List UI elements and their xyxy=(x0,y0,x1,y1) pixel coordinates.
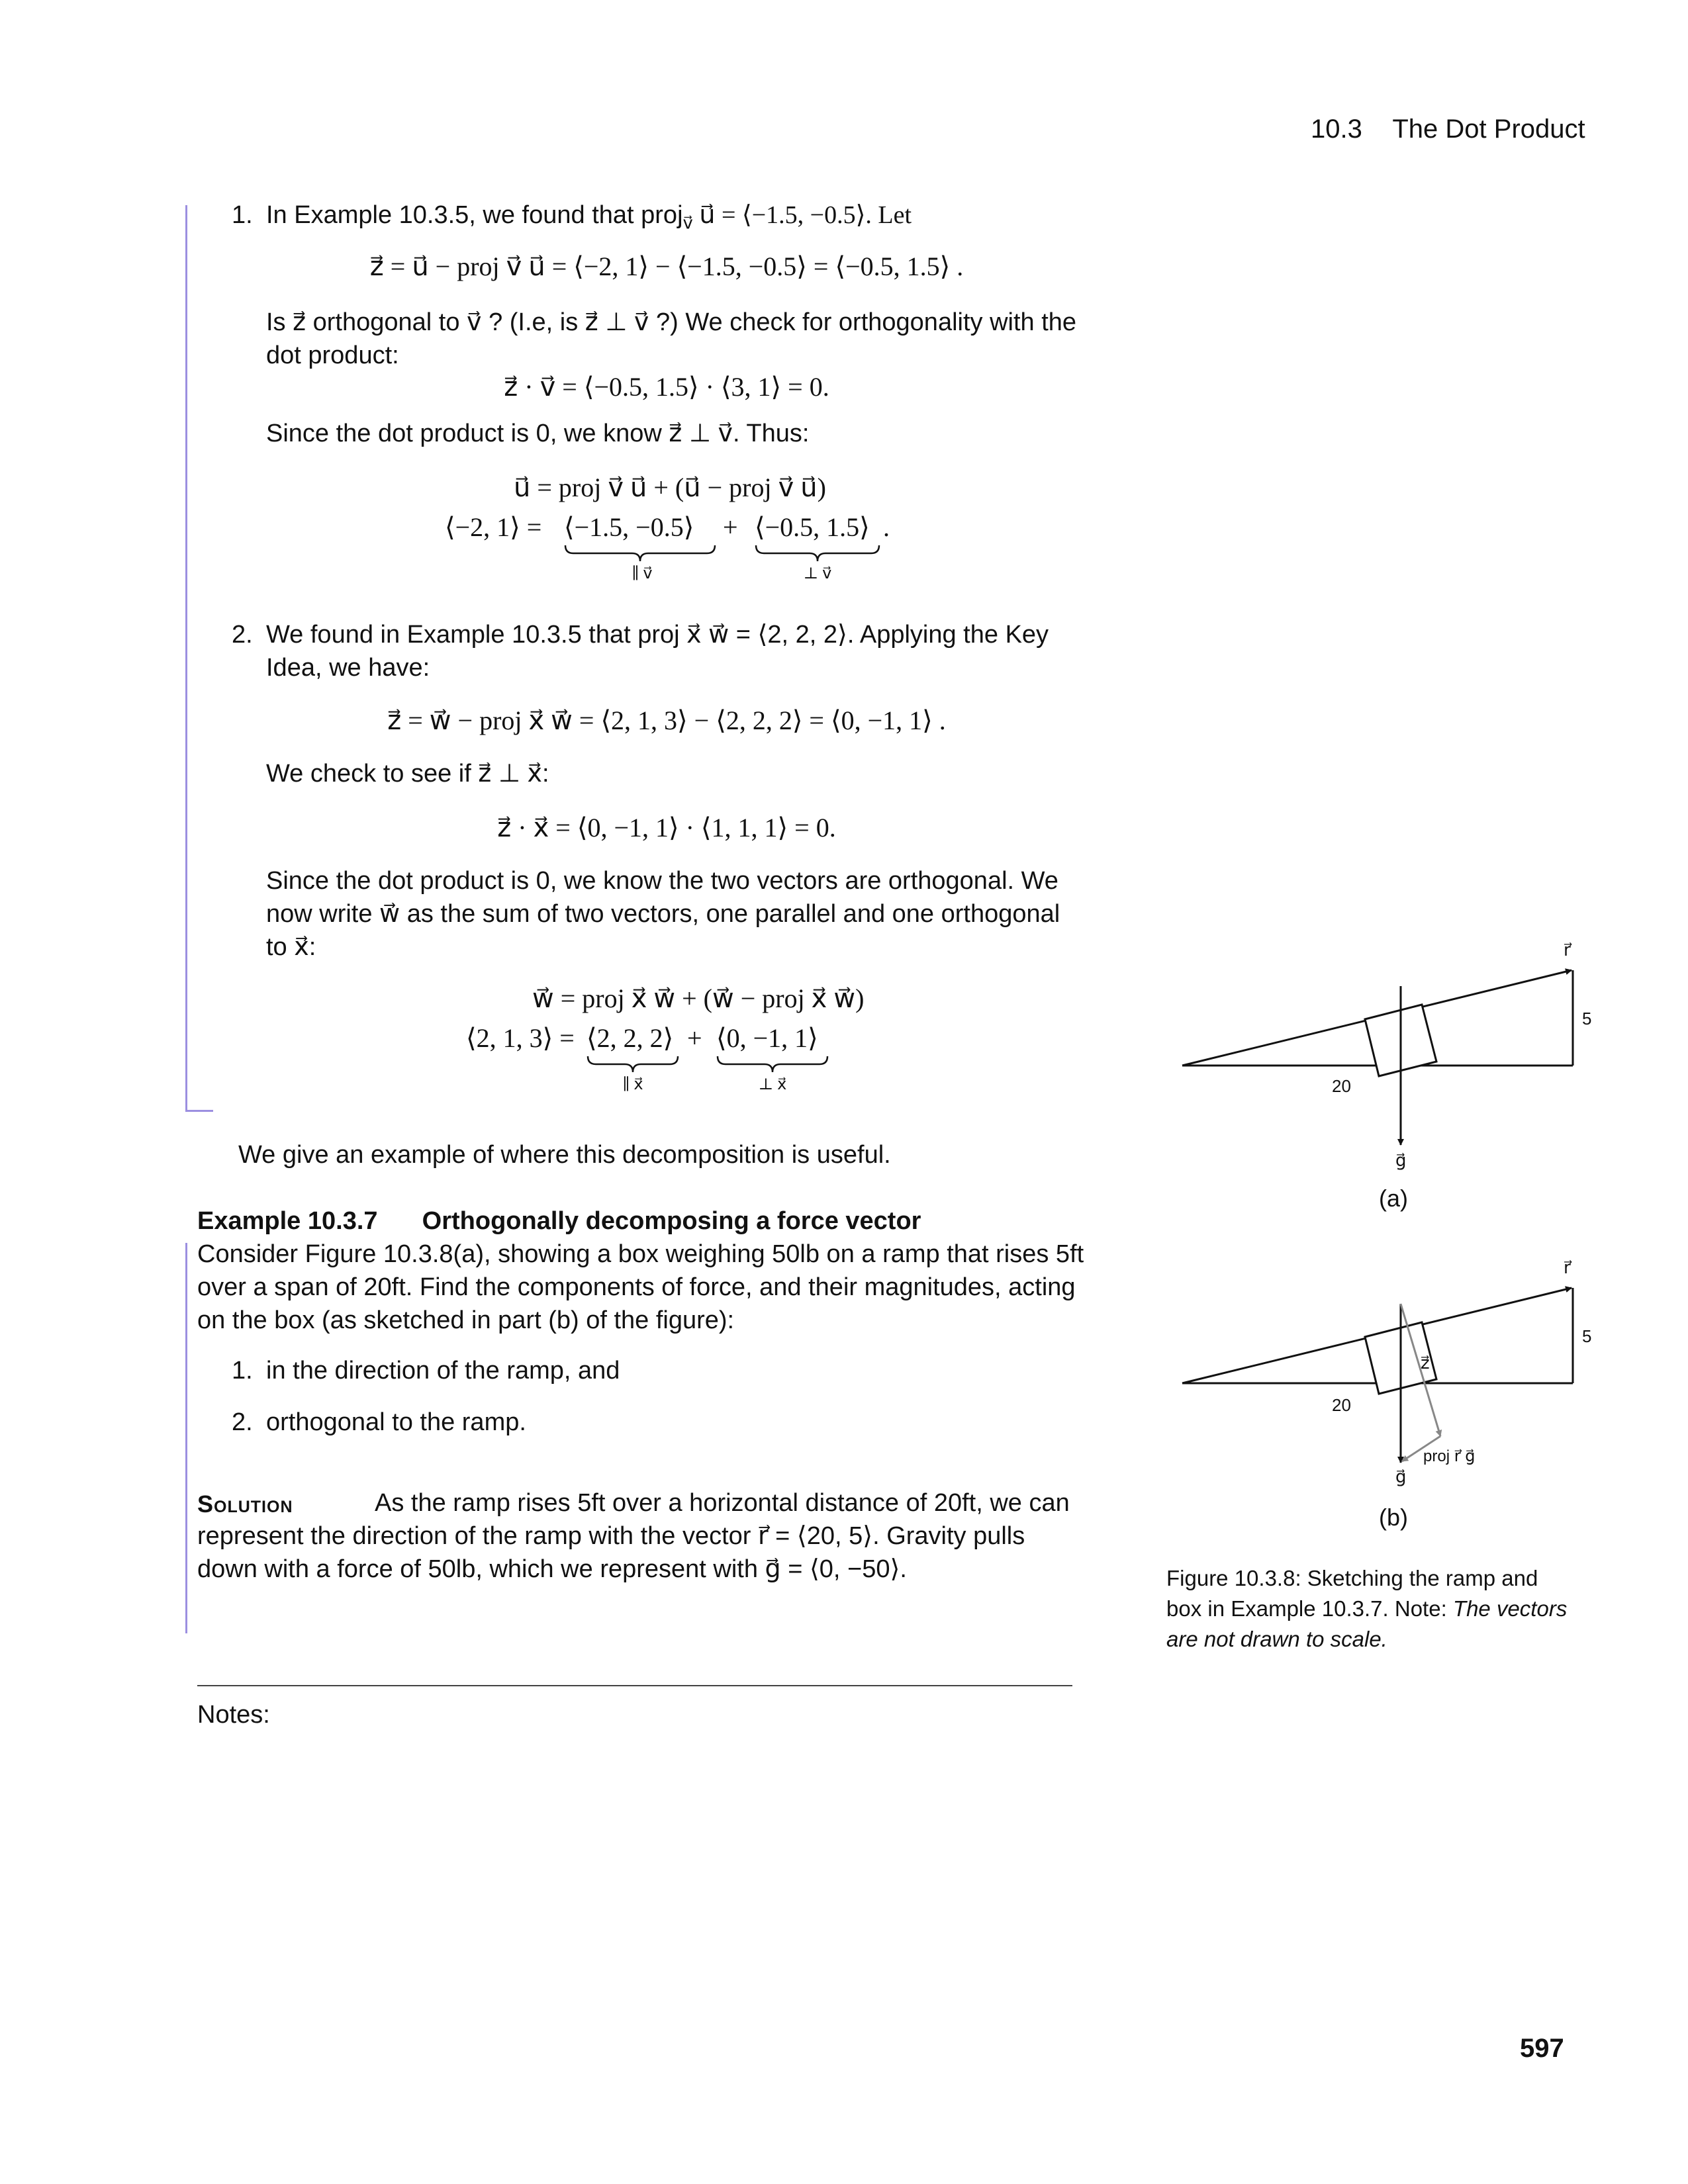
fig-a-twenty-label: 20 xyxy=(1332,1076,1351,1096)
item2-eq3b-left: ⟨2, 1, 3⟩ = xyxy=(466,1023,575,1053)
fig-a-g-label: g⃗ xyxy=(1395,1150,1407,1170)
item1-brace-label-parallel: ∥ v⃗ xyxy=(632,565,653,582)
example-heading xyxy=(197,1205,921,1238)
fig-b-r-label: r⃗ xyxy=(1564,1257,1571,1277)
item2-eq3a: w⃗ = proj x⃗ w⃗ + (w⃗ − proj x⃗ w⃗) xyxy=(532,983,865,1013)
example-list-item-2: orthogonal to the ramp. xyxy=(266,1408,526,1436)
transition-text: We give an example of where this decomposition is useful. xyxy=(238,1141,891,1169)
section-number: 10.3 xyxy=(1311,114,1362,144)
fig-a-five-label: 5 xyxy=(1582,1009,1592,1028)
example-list-marker-1: 1. xyxy=(232,1357,253,1385)
fig-b-proj-label: proj r⃗ g⃗ xyxy=(1423,1447,1476,1465)
item2-text6: to x⃗: xyxy=(266,933,316,961)
example-list-item-1: in the direction of the ramp, and xyxy=(266,1357,620,1385)
solution-text3: down with a force of 50lb, which we represent with g⃗ = ⟨0, −50⟩. xyxy=(197,1555,907,1583)
item1-underbrace-parallel xyxy=(564,544,716,564)
fig-b-g-label: g⃗ xyxy=(1395,1467,1407,1486)
margin-bar-example xyxy=(185,1243,187,1633)
solution-text2: represent the direction of the ramp with the vector r⃗ = ⟨20, 5⟩. Gravity pulls xyxy=(197,1522,1025,1550)
item1-text4: Since the dot product is 0, we know z⃗ ⊥ v⃗. Thus: xyxy=(266,420,810,447)
item2-text1: We found in Example 10.3.5 that proj x⃗ w⃗ = ⟨2, 2, 2⟩. Applying the Key xyxy=(266,621,1049,649)
item2-eq2: z⃗ · x⃗ = ⟨0, −1, 1⟩ · ⟨1, 1, 1⟩ = 0. xyxy=(497,813,836,842)
item1-marker: 1. xyxy=(232,201,253,229)
notes-divider xyxy=(197,1685,1072,1686)
item1-brace-label-orthogonal: ⊥ v⃗ xyxy=(803,565,832,582)
item1-underbrace-orthogonal xyxy=(755,544,880,564)
running-header xyxy=(1311,113,1585,146)
item2-underbrace-parallel xyxy=(586,1055,679,1075)
item2-eq1: z⃗ = w⃗ − proj x⃗ w⃗ = ⟨2, 1, 3⟩ − ⟨2, 2, 2⟩ = ⟨0, −1, 1⟩ . xyxy=(387,705,946,735)
figure-caption-line1: Figure 10.3.8: Sketching the ramp and xyxy=(1166,1566,1538,1590)
item1-eq3a: u⃗ = proj v⃗ u⃗ + (u⃗ − proj v⃗ u⃗) xyxy=(514,473,826,502)
example-list-marker-2: 2. xyxy=(232,1408,253,1436)
item2-brace-label-parallel: ∥ x⃗ xyxy=(622,1076,643,1093)
item2-text5: now write w⃗ as the sum of two vectors, one parallel and one orthogonal xyxy=(266,900,1060,928)
section-title: The Dot Product xyxy=(1392,114,1585,144)
item1-eq2: z⃗ · v⃗ = ⟨−0.5, 1.5⟩ · ⟨3, 1⟩ = 0. xyxy=(504,372,829,402)
margin-bar-foot xyxy=(185,1110,213,1112)
item2-text2: Idea, we have: xyxy=(266,654,430,682)
fig-b-caption: (b) xyxy=(1379,1504,1408,1531)
item1-text3: dot product: xyxy=(266,341,399,369)
solution-label: Solution xyxy=(197,1490,293,1518)
fig-a-caption: (a) xyxy=(1379,1185,1408,1212)
fig-a-r-label: r⃗ xyxy=(1564,940,1571,960)
item1-eq3b-end: . xyxy=(883,512,890,542)
page-number: 597 xyxy=(1520,2034,1564,2063)
figure-b xyxy=(1172,1244,1595,1509)
item1-intro: In Example 10.3.5, we found that proj$_{v⃗}$ u⃗ = ⟨−1.5, −0.5⟩. Let xyxy=(266,201,912,233)
item2-text4: Since the dot product is 0, we know the two vectors are orthogonal. We xyxy=(266,867,1058,895)
figure-caption-line2: box in Example 10.3.7. Note: The vectors xyxy=(1166,1596,1568,1621)
margin-bar-solution xyxy=(185,205,187,1112)
fig-b-twenty-label: 20 xyxy=(1332,1395,1351,1415)
item2-marker: 2. xyxy=(232,621,253,649)
item1-eq3b-term1: ⟨−1.5, −0.5⟩ xyxy=(564,512,694,542)
figure-caption xyxy=(1166,1563,1577,1655)
item2-eq3b-term2: ⟨0, −1, 1⟩ xyxy=(716,1023,818,1053)
example-text3: on the box (as sketched in part (b) of the figure): xyxy=(197,1306,735,1334)
example-label: Example 10.3.7 xyxy=(197,1207,378,1235)
example-text2: over a span of 20ft. Find the components of force, and their magnitudes, acting xyxy=(197,1273,1076,1301)
fig-b-z-label: z⃗ xyxy=(1421,1353,1430,1373)
item2-underbrace-orthogonal xyxy=(716,1055,829,1075)
item2-text3: We check to see if z⃗ ⊥ x⃗: xyxy=(266,760,549,788)
figure-caption-line3: are not drawn to scale. xyxy=(1166,1627,1387,1651)
solution-text1: As the ramp rises 5ft over a horizontal distance of 20ft, we can xyxy=(375,1489,1070,1517)
item1-eq1: z⃗ = u⃗ − proj v⃗ u⃗ = ⟨−2, 1⟩ − ⟨−1.5, −0.5⟩ = ⟨−0.5, 1.5⟩ . xyxy=(369,251,964,281)
example-title: Orthogonally decomposing a force vector xyxy=(422,1207,921,1235)
item2-eq3b-plus: + xyxy=(687,1023,702,1053)
example-text1: Consider Figure 10.3.8(a), showing a box weighing 50lb on a ramp that rises 5ft xyxy=(197,1240,1084,1268)
item2-brace-label-orthogonal: ⊥ x⃗ xyxy=(758,1076,787,1093)
item2-eq3b-term1: ⟨2, 2, 2⟩ xyxy=(586,1023,674,1053)
item1-eq3b-term2: ⟨−0.5, 1.5⟩ xyxy=(755,512,870,542)
figure-a xyxy=(1172,927,1595,1191)
item1-eq3b-plus: + xyxy=(723,512,738,542)
fig-b-five-label: 5 xyxy=(1582,1326,1592,1346)
item1-eq3b-left: ⟨−2, 1⟩ = xyxy=(445,512,542,542)
item1-text2: Is z⃗ orthogonal to v⃗ ? (I.e, is z⃗ ⊥ v⃗ ?) We check for orthogonality with the xyxy=(266,308,1077,336)
notes-label: Notes: xyxy=(197,1701,270,1729)
